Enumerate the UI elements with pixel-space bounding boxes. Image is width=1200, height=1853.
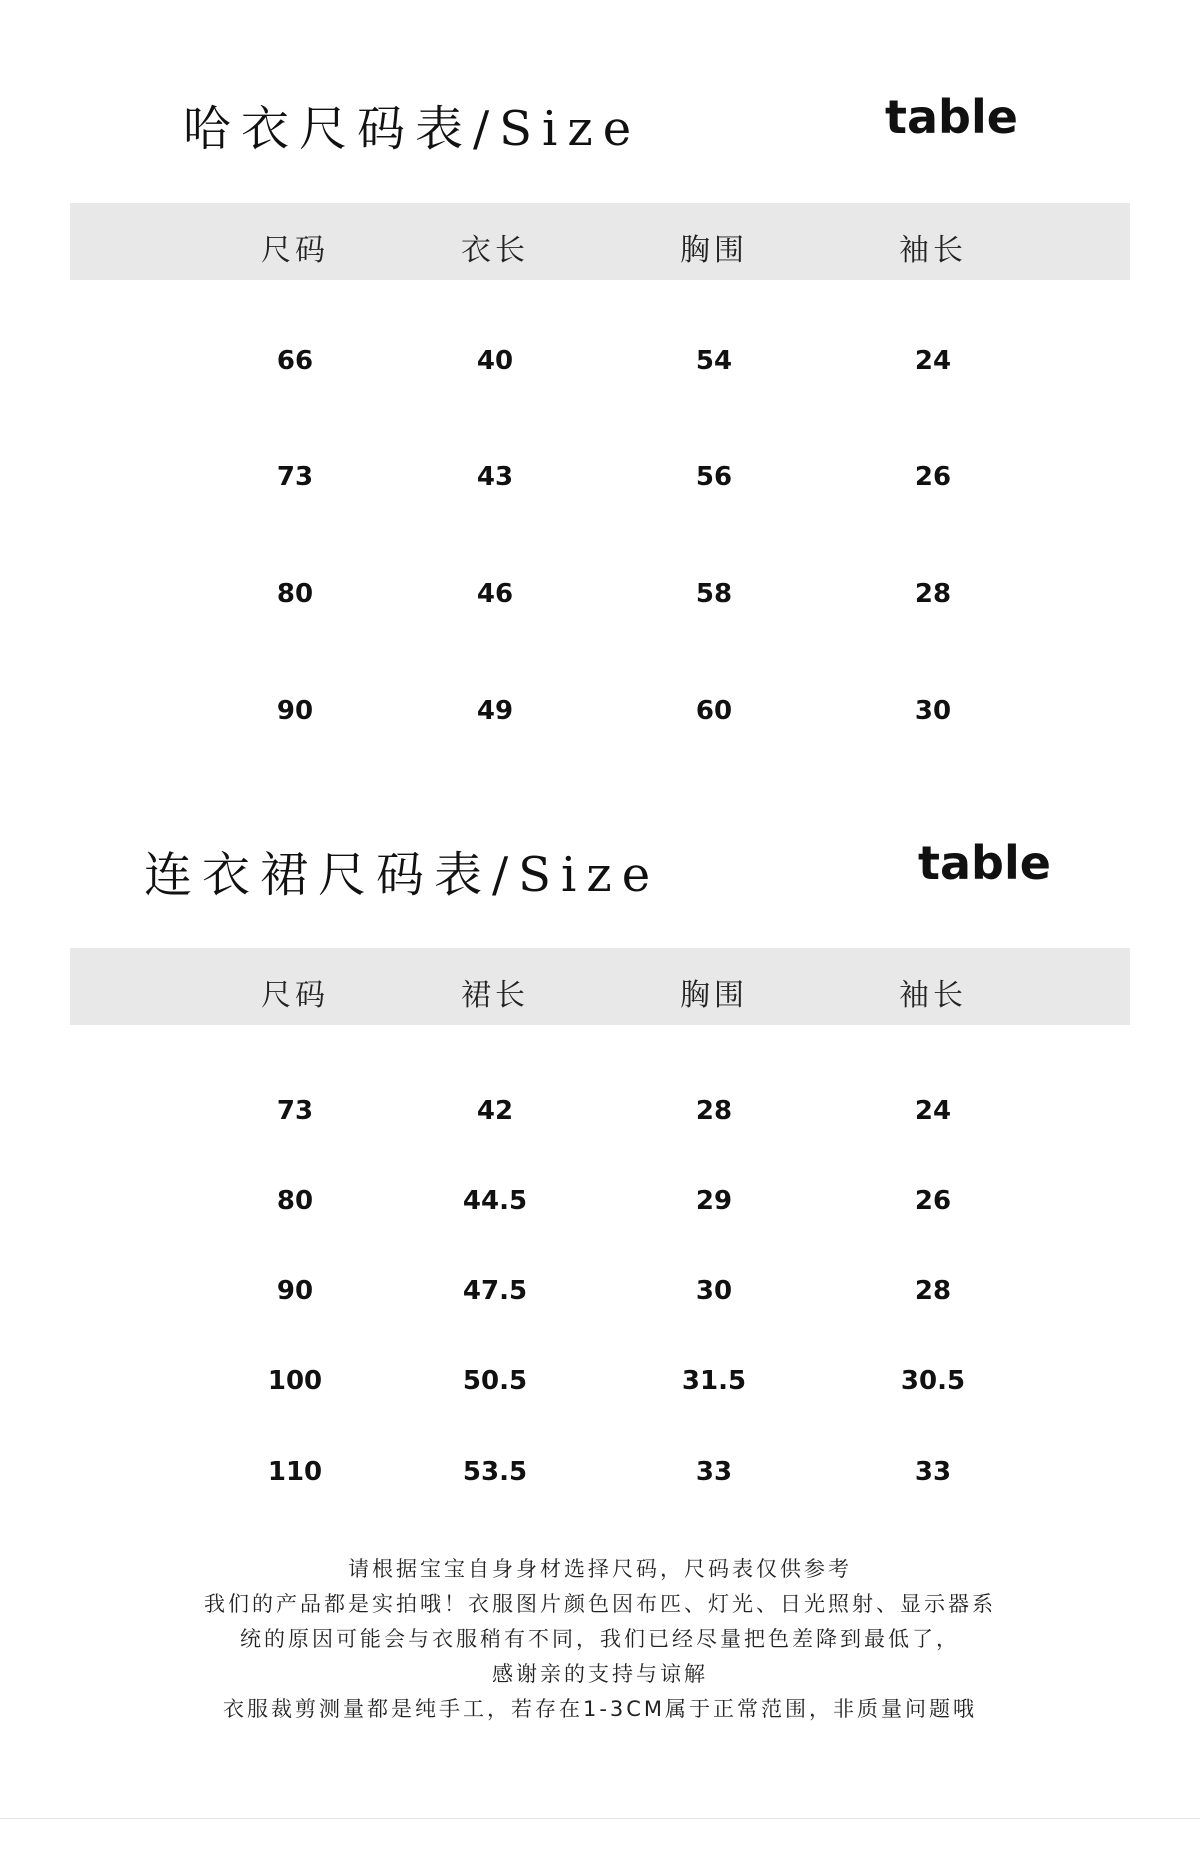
table2-cell-length: 42 xyxy=(476,1096,514,1126)
table2-row xyxy=(0,1276,1200,1316)
table2-header-sleeve: 袖长 xyxy=(899,978,967,1013)
table2-title-word: table xyxy=(918,836,1051,890)
table2-cell-length: 50.5 xyxy=(462,1366,528,1396)
table2-header-length: 裙长 xyxy=(461,978,529,1013)
table1-cell-size: 73 xyxy=(276,462,314,492)
table2-cell-size: 110 xyxy=(267,1457,323,1487)
table1-cell-length: 49 xyxy=(476,696,514,726)
table2-cell-size: 100 xyxy=(267,1366,323,1396)
table2-title-text: 连衣裙尺码表/Size xyxy=(144,847,661,903)
table2-cell-sleeve: 28 xyxy=(914,1276,952,1306)
table1-row xyxy=(0,579,1200,619)
table1-cell-sleeve: 30 xyxy=(914,696,952,726)
note-line: 请根据宝宝自身身材选择尺码，尺码表仅供参考 xyxy=(348,1557,852,1581)
table2-cell-sleeve: 30.5 xyxy=(900,1366,966,1396)
table2-header-row xyxy=(70,948,1130,1025)
table2-header-chest: 胸围 xyxy=(680,978,748,1013)
table2-row xyxy=(0,1366,1200,1406)
table1-title xyxy=(0,90,1200,170)
note-line: 我们的产品都是实拍哦！衣服图片颜色因布匹、灯光、日光照射、显示器系 xyxy=(204,1592,996,1616)
table2-cell-sleeve: 33 xyxy=(914,1457,952,1487)
bottom-divider xyxy=(0,1818,1200,1819)
table1-header-row xyxy=(70,203,1130,280)
table2-cell-chest: 30 xyxy=(695,1276,733,1306)
table2-cell-size: 80 xyxy=(276,1186,314,1216)
table1-header-size: 尺码 xyxy=(261,233,329,268)
table1-cell-chest: 54 xyxy=(695,346,733,376)
table2-header-size: 尺码 xyxy=(261,978,329,1013)
table2-row xyxy=(0,1457,1200,1497)
table2-cell-length: 47.5 xyxy=(462,1276,528,1306)
table1-cell-chest: 60 xyxy=(695,696,733,726)
table1-title-word: table xyxy=(885,90,1018,144)
table1-cell-sleeve: 28 xyxy=(914,579,952,609)
table1-cell-size: 66 xyxy=(276,346,314,376)
table2-cell-sleeve: 26 xyxy=(914,1186,952,1216)
table1-row xyxy=(0,462,1200,502)
table1-cell-size: 80 xyxy=(276,579,314,609)
table2-title xyxy=(0,836,1200,916)
table1-header-chest: 胸围 xyxy=(680,233,748,268)
table2-cell-size: 73 xyxy=(276,1096,314,1126)
table1-cell-chest: 56 xyxy=(695,462,733,492)
table2-cell-chest: 29 xyxy=(695,1186,733,1216)
table2-cell-size: 90 xyxy=(276,1276,314,1306)
table1-header-sleeve: 袖长 xyxy=(899,233,967,268)
table1-row xyxy=(0,346,1200,386)
table1-cell-sleeve: 26 xyxy=(914,462,952,492)
table1-header-length: 衣长 xyxy=(461,233,529,268)
table1-title-text: 哈衣尺码表/Size xyxy=(183,101,642,157)
note-line: 感谢亲的支持与谅解 xyxy=(492,1662,708,1686)
table2-row xyxy=(0,1186,1200,1226)
table2-row xyxy=(0,1096,1200,1136)
table2-cell-chest: 28 xyxy=(695,1096,733,1126)
size-note xyxy=(60,1552,1140,1727)
table2-cell-length: 44.5 xyxy=(462,1186,528,1216)
table2-cell-length: 53.5 xyxy=(462,1457,528,1487)
table2-cell-chest: 31.5 xyxy=(681,1366,747,1396)
table1-cell-sleeve: 24 xyxy=(914,346,952,376)
table1-cell-size: 90 xyxy=(276,696,314,726)
table1-cell-length: 43 xyxy=(476,462,514,492)
note-line: 统的原因可能会与衣服稍有不同，我们已经尽量把色差降到最低了， xyxy=(240,1627,960,1651)
table2-cell-chest: 33 xyxy=(695,1457,733,1487)
table1-cell-chest: 58 xyxy=(695,579,733,609)
note-line: 衣服裁剪测量都是纯手工，若存在1-3CM属于正常范围，非质量问题哦 xyxy=(222,1697,978,1721)
table2-cell-sleeve: 24 xyxy=(914,1096,952,1126)
table1-cell-length: 46 xyxy=(476,579,514,609)
table1-row xyxy=(0,696,1200,736)
table1-cell-length: 40 xyxy=(476,346,514,376)
